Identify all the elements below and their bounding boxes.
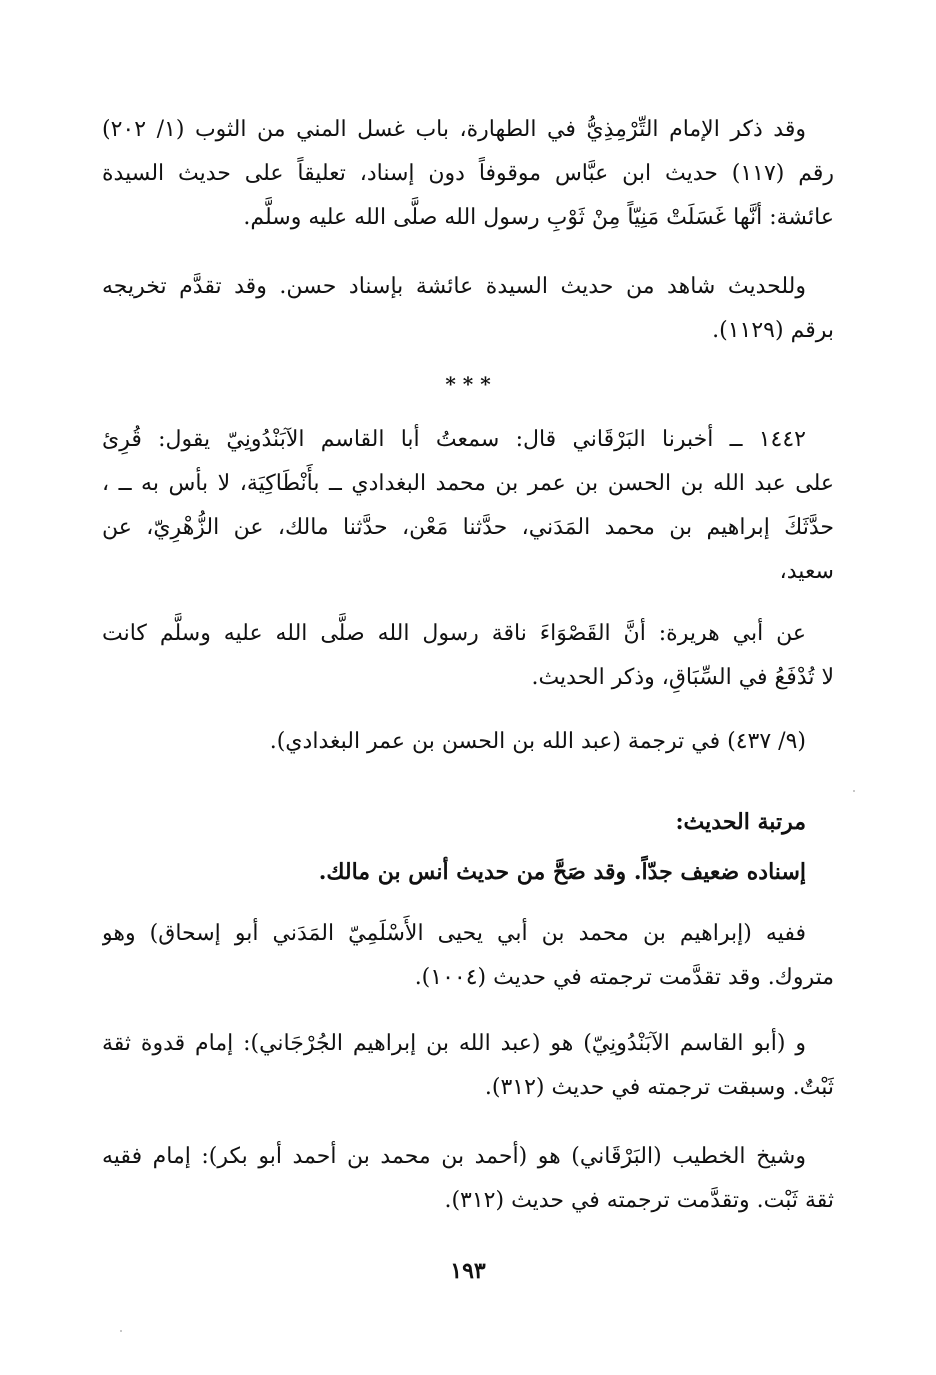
paragraph-tirmidhi-note xyxy=(102,108,834,240)
heading-text: مرتبة الحديث: xyxy=(675,809,806,835)
text-line: على عبد الله بن الحسن بن عمر بن محمد البغدادي ــ بأَنْطَاكِيَة، لا بأس به ــ ، xyxy=(102,471,834,496)
page-number: ١٩٣ xyxy=(450,1258,486,1284)
text-line: و (أبو القاسم الآبَنْدُونِيّ) هو (عبد الله بن إبراهيم الجُرْجَاني): إمام قدوة ثقة xyxy=(102,1031,806,1056)
paragraph-narrator-ibrahim xyxy=(102,912,834,1000)
paragraph-witness-hadith xyxy=(102,265,834,353)
paragraph-hadith-matn xyxy=(102,612,834,700)
section-heading xyxy=(102,800,834,844)
text-line: عائشة: أنَّها غَسَلَتْ مَنِيّاً مِنْ ثَوْبِ رسول الله صلَّى الله عليه وسلَّم. xyxy=(243,205,834,230)
paragraph-narrator-barqani xyxy=(102,1135,834,1223)
paragraph-hadith-isnad xyxy=(102,418,834,594)
text-line: سعيد، xyxy=(779,559,834,584)
paragraph-narrator-abandouni xyxy=(102,1022,834,1110)
paragraph-source-reference xyxy=(102,720,834,764)
text-line: متروك. وقد تقدَّمت ترجمته في حديث (١٠٠٤). xyxy=(414,965,834,990)
text-line: (٩/ ٤٣٧) في ترجمة (عبد الله بن الحسن بن عمر البغدادي). xyxy=(269,729,806,754)
text-line: ففيه (إبراهيم بن محمد بن أبي يحيى الأَسْلَمِيّ المَدَني أبو إسحاق) وهو xyxy=(102,921,806,946)
paragraph-grading xyxy=(102,850,834,894)
scan-speck xyxy=(120,1330,122,1332)
text-line: وللحديث شاهد من حديث السيدة عائشة بإسناد حسن. وقد تقدَّم تخريجه xyxy=(102,274,806,299)
text-line: ثقة ثَبْت. وتقدَّمت ترجمته في حديث (٣١٢). xyxy=(444,1188,834,1213)
text-line: عن أبي هريرة: أنَّ القَصْوَاءَ ناقة رسول الله صلَّى الله عليه وسلَّم كانت xyxy=(102,621,806,646)
scan-speck xyxy=(853,790,855,792)
text-line: وشيخ الخطيب (البَرْقَاني) هو (أحمد بن محمد بن أحمد أبو بكر): إمام فقيه xyxy=(102,1144,806,1169)
text-line: برقم (١١٢٩). xyxy=(712,318,834,343)
text-line: وقد ذكر الإمام التِّرْمِذِيُّ في الطهارة، باب غسل المني من الثوب (١/ ٢٠٢) xyxy=(102,117,807,142)
section-separator: * * * xyxy=(445,372,491,396)
text-line: ١٤٤٢ ــ أخبرنا البَرْقَاني قال: سمعتُ أبا القاسم الآبَنْدُونِيّ يقول: قُرِئ xyxy=(102,427,806,452)
text-line: لا تُدْفَعُ في السِّبَاقِ، وذكر الحديث. xyxy=(531,665,834,690)
text-line: حدَّثَكَ إبراهيم بن محمد المَدَني، حدَّثنا مَعْن، حدَّثنا مالك، عن الزُّهْرِيّ، عن xyxy=(102,515,834,540)
text-line: رقم (١١٧) حديث ابن عبَّاس موقوفاً دون إسناد، تعليقاً على حديث السيدة xyxy=(102,161,834,186)
text-line: ثَبْتٌ. وسبقت ترجمته في حديث (٣١٢). xyxy=(484,1075,834,1100)
text-line: إسناده ضعيف جدّاً. وقد صَحَّ من حديث أنس بن مالك. xyxy=(318,859,806,885)
